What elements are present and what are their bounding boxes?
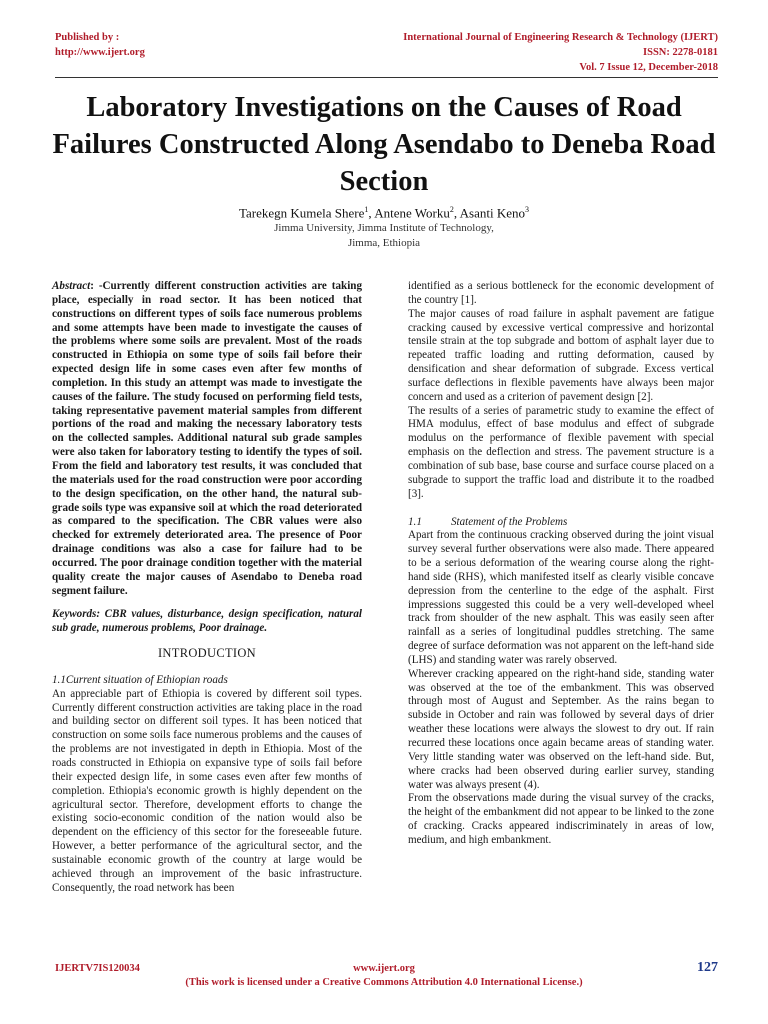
keywords: Keywords: CBR values, disturbance, design specification, natural sub grade, numerous problems, Poor drainage. bbox=[52, 608, 362, 635]
section-heading-introduction: INTRODUCTION bbox=[157, 646, 257, 661]
abstract-text: Currently different construction activities are taking place, especially in road sector. It has been noticed that constructions on different types of soils face numerous problems and some attempts have been made to investigate the causes of the problems where some soils are prevalent. Most of the roads constructed in Ethiopia on some type of soils fail before their expected design life in some cases even after few months of completion. In this study an attempt was made to investigate the causes of the failure. The study focused on performing field tests, taking representative pavement material samples from different portions of the road and making the necessary laboratory tests on the collected samples. Additional natural sub grade samples were also taken for laboratory testing to identify the types of soil. From the field and laboratory test results, it was concluded that the materials used for the road construction were poor according to the design specification, on the other hand, the natural sub-grade soils type was expansive soil at which the road deteriorated as compared to the specification. The CBR values were also checked for extremely deteriorated area. The presence of Poor drainage conditions was also a case for failure had to be occurred. The poor drainage condition together with the material quality create the major causes of Asendabo to Deneba road segment failure. bbox=[52, 280, 362, 597]
body-paragraph: From the observations made during the visual survey of the cracks, the height of the embankment did not appear to be linked to the zone of cracking. Cracks appeared indiscriminately in areas of low, medium, and high embankment. bbox=[408, 792, 714, 846]
left-column bbox=[52, 280, 362, 895]
published-by: Published by : bbox=[55, 32, 120, 43]
footer-center bbox=[0, 962, 768, 990]
author-affil-mark: 2 bbox=[449, 205, 454, 214]
license-note: (This work is licensed under a Creative Commons Attribution 4.0 International License.) bbox=[185, 977, 583, 988]
header-right bbox=[403, 30, 718, 75]
author-list bbox=[0, 205, 768, 221]
author-separator: , bbox=[368, 205, 375, 221]
subsection-heading-problems bbox=[408, 516, 714, 530]
affiliation-line: Jimma, Ethiopia bbox=[347, 237, 421, 249]
site-url-link[interactable]: http://www.ijert.org bbox=[55, 47, 145, 58]
subsection-heading: 1.1Current situation of Ethiopian roads bbox=[52, 673, 228, 686]
paper-title: Laboratory Investigations on the Causes of Road Failures Constructed Along Asendabo to Deneba Road Section bbox=[52, 92, 716, 197]
body-paragraph: Wherever cracking appeared on the right-hand side, standing water was observed at the toe of the embankment. This was observed through most of August and September. As the rains began to subside in October and rain was followed by several days of drier weather these locations were always the slowest to dry out. If rain recurred these locations once again became areas of standing water. Very little standing water was observed on the left-hand side. But, where cracks had been observed during earlier survey, standing water was always present (4). bbox=[408, 667, 714, 791]
section-title: Statement of the Problems bbox=[451, 515, 568, 528]
paper-id: IJERTV7IS120034 bbox=[55, 963, 140, 974]
author-separator: , bbox=[453, 205, 460, 221]
abstract bbox=[52, 280, 362, 598]
author-name: Antene Worku bbox=[374, 205, 450, 221]
header-left bbox=[55, 30, 145, 60]
journal-name: International Journal of Engineering Research & Technology (IJERT) bbox=[403, 32, 718, 43]
author-affil-mark: 3 bbox=[525, 205, 529, 214]
affiliation-line: Jimma University, Jimma Institute of Technology, bbox=[274, 222, 494, 234]
abstract-label: Abstract bbox=[52, 280, 91, 292]
author-affil-mark: 1 bbox=[364, 205, 369, 214]
right-column bbox=[408, 280, 714, 848]
body-paragraph: The results of a series of parametric study to examine the effect of HMA modulus, effect of base modulus and effect of subgrade modulus on the performance of flexible pavement with special emphasis on the deflection and stress. The pavement structure is a combination of sub base, base course and surface course placed on a subgrade to support the traffic load and distribute it to the roadbed [3]. bbox=[408, 404, 714, 500]
affiliation bbox=[0, 221, 768, 251]
body-paragraph: identified as a serious bottleneck for the economic development of the country [1]. bbox=[408, 280, 714, 306]
body-paragraph: The major causes of road failure in asphalt pavement are fatigue cracking caused by excessive vertical compressive and horizontal tensile strain at the top subgrade and bottom of asphalt layer due to repeated traffic loading and rutting deformation, caused by densification and shear deformation of subgrade. Excess vertical surface deflections in flexible pavements have always been major concern and used as a criterion of pavement design [2]. bbox=[408, 307, 714, 403]
abstract-colon: : - bbox=[90, 280, 103, 292]
author-name: Tarekegn Kumela Shere bbox=[238, 205, 365, 221]
footer-site-link[interactable]: www.ijert.org bbox=[353, 963, 415, 974]
author-name: Asanti Keno bbox=[459, 205, 525, 221]
body-paragraph: An appreciable part of Ethiopia is covered by different soil types. Currently different construction activities are taking place in the road and building sector on different soil types. It has been noticed that construction on some soils face numerous problems and the causes of the problems are not investigated in depth in Ethiopia. Most of the roads constructed in Ethiopia on expansive type of soils fail before their expected design life, in some cases even after few months of completion. Ethiopia's economic growth is highly dependent on the agricultural sector. Therefore, development efforts to change the existing socio-economic condition of the nation would also be dependent on the efficiency of this sector for the foreseeable future. However, a better performance of the agricultural sector, and the sustainable economic growth of the country at large would be achieved through an improvement of the basic infrastructure. Consequently, the road network has been bbox=[52, 687, 362, 894]
body-paragraph: Apart from the continuous cracking observed during the joint visual survey several further observations were also made. There appeared to be a serious deformation of the wearing course along the right-hand side (RHS), which manifested itself as clearly visible concave depression from the centerline to the edge of the asphalt. First impressions suggested this could be a very well-developed wheel track from shoulder of the new asphalt. This was easily seen after rainfall as a series of longitudinal puddles stretching. The same degree of surface deformation was not apparent on the left-hand side (LHS) and standing water was rarely observed. bbox=[408, 529, 714, 666]
volume-issue: Vol. 7 Issue 12, December-2018 bbox=[579, 62, 718, 73]
section-number: 1.1 bbox=[408, 515, 422, 528]
issn: ISSN: 2278-0181 bbox=[643, 47, 718, 58]
page-number: 127 bbox=[697, 960, 718, 975]
header-divider bbox=[55, 77, 718, 78]
